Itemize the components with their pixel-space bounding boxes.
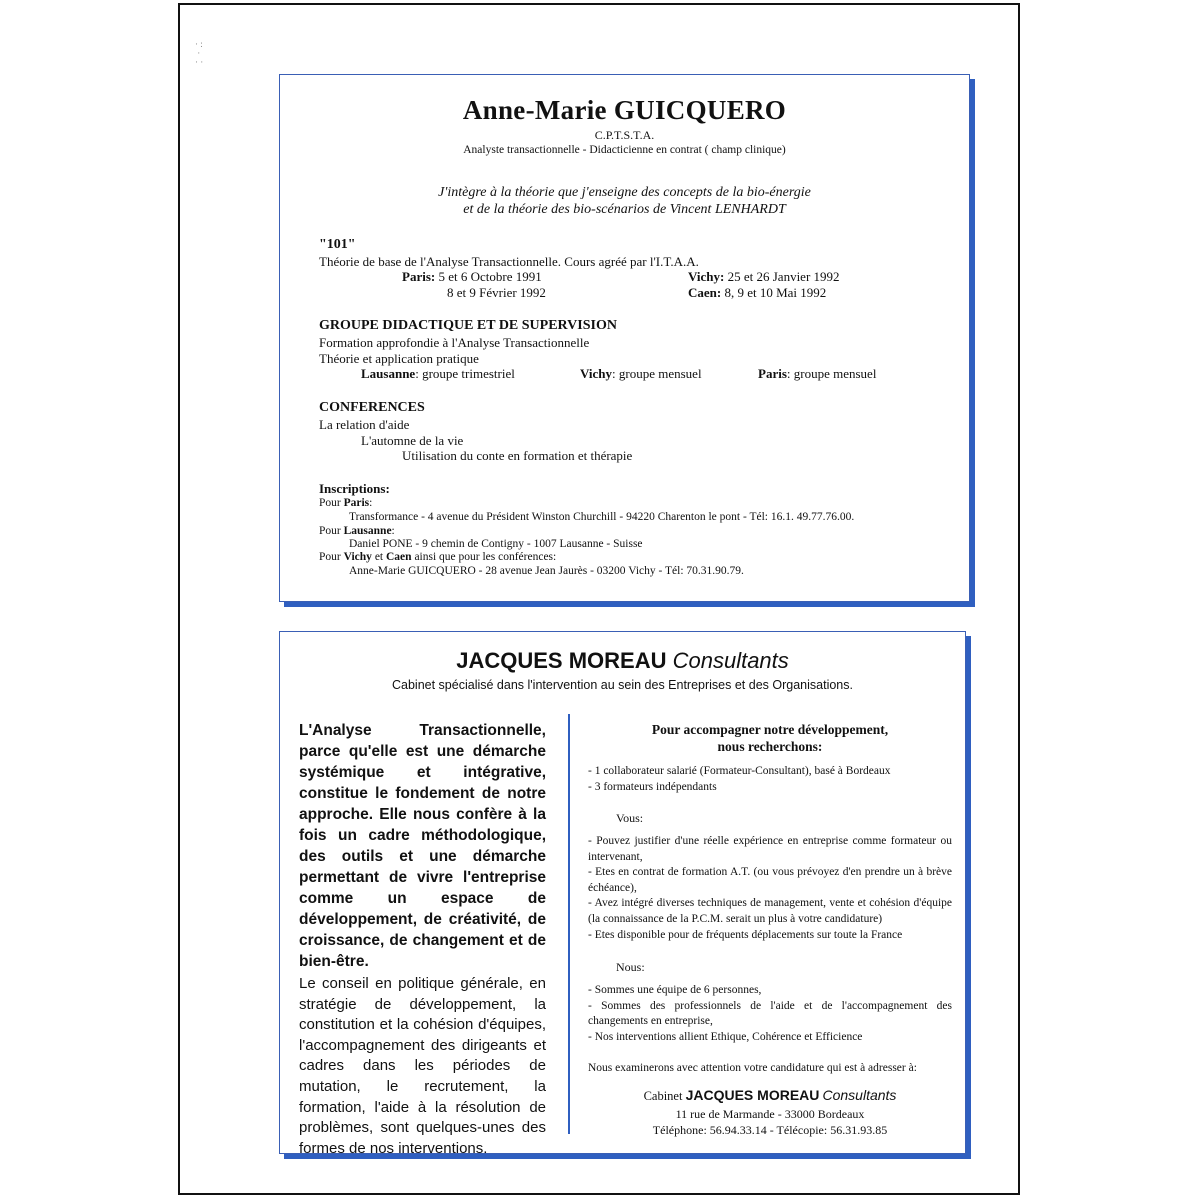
recruit-heading bbox=[580, 721, 960, 755]
groupe-lausanne bbox=[361, 366, 515, 382]
vous-item-2: - Etes en contrat de formation A.T. (ou vous prévoyez d'en prendre un à brève échéance), bbox=[588, 866, 952, 894]
vichy-label: Vichy bbox=[343, 551, 372, 563]
seek-item-2: - 3 formateurs indépendants bbox=[588, 780, 717, 793]
inscription-lausanne-addr: Daniel PONE - 9 chemin de Contigny - 1007 Lausanne - Suisse bbox=[349, 538, 643, 550]
pour-text: Pour bbox=[319, 497, 341, 509]
vous-item-1: - Pouvez justifier d'une réelle expérience en entreprise comme formateur ou intervenant, bbox=[588, 835, 952, 863]
conference-item-2: L'automne de la vie bbox=[361, 433, 464, 448]
seek-list bbox=[588, 764, 952, 795]
contact-brand-suffix: Consultants bbox=[822, 1087, 897, 1103]
intro-text bbox=[280, 184, 969, 218]
contact-phone: Téléphone: 56.94.33.14 - Télécopie: 56.31.93.85 bbox=[652, 1123, 888, 1137]
vichy-caen-rest: ainsi que pour les conférences: bbox=[414, 551, 557, 563]
contact-name bbox=[580, 1087, 960, 1104]
inscriptions-title: Inscriptions: bbox=[319, 481, 390, 496]
tagline: Cabinet spécialisé dans l'intervention au sein des Entreprises et des Organisations. bbox=[392, 678, 853, 692]
et-text: et bbox=[374, 551, 384, 563]
nous-title: Nous: bbox=[616, 960, 645, 974]
paris-label: Paris: bbox=[402, 269, 436, 284]
course-101-paris bbox=[402, 269, 542, 285]
lausanne-text: : groupe trimestriel bbox=[415, 366, 515, 381]
pour-text: Pour bbox=[319, 525, 341, 537]
recruit-heading-line-2: nous recherchons: bbox=[717, 739, 823, 754]
intro-line-2: et de la théorie des bio-scénarios de Vincent LENHARDT bbox=[463, 202, 786, 217]
nous-item-2: - Sommes des professionnels de l'aide et de l'accompagnement des changements en entreprise, bbox=[588, 999, 952, 1028]
inscription-vichy-label bbox=[319, 551, 556, 563]
course-101-title: "101" bbox=[319, 237, 356, 252]
paris-date-1: 5 et 6 Octobre 1991 bbox=[438, 269, 542, 284]
intro-line-1: J'intègre à la théorie que j'enseigne des concepts de la bio-énergie bbox=[438, 185, 811, 200]
groupe-paris bbox=[758, 366, 876, 382]
paris-label: Paris bbox=[343, 497, 370, 509]
recruit-heading-line-1: Pour accompagner notre développement, bbox=[651, 722, 889, 737]
paris-date-2: 8 et 9 Février 1992 bbox=[447, 285, 546, 300]
vichy-text: : groupe mensuel bbox=[612, 366, 702, 381]
contact-brand-name: JACQUES MOREAU bbox=[685, 1087, 820, 1103]
conference-item-1: La relation d'aide bbox=[319, 417, 410, 432]
ad-guicquero bbox=[279, 74, 970, 602]
vous-item-4: - Etes disponible pour de fréquents déplacements sur toute la France bbox=[588, 928, 903, 941]
vichy-label: Vichy: bbox=[688, 269, 725, 284]
course-101-caen bbox=[688, 285, 826, 301]
cabinet-word: Cabinet bbox=[643, 1089, 683, 1103]
brand-name: JACQUES MOREAU bbox=[456, 648, 667, 673]
course-101-desc: Théorie de base de l'Analyse Transactionnelle. Cours agréé par l'I.T.A.A. bbox=[319, 254, 699, 269]
groupe-line-1: Formation approfondie à l'Analyse Transactionnelle bbox=[319, 335, 590, 350]
column-divider bbox=[568, 714, 570, 1134]
lausanne-label: Lausanne bbox=[361, 366, 416, 381]
paris-label: Paris bbox=[758, 366, 787, 381]
seek-item-1: - 1 collaborateur salarié (Formateur-Consultant), basé à Bordeaux bbox=[588, 765, 891, 777]
lausanne-label: Lausanne bbox=[343, 525, 392, 537]
scan-artifact: · : · · · bbox=[195, 39, 204, 67]
conference-item-3: Utilisation du conte en formation et thérapie bbox=[402, 448, 633, 463]
nous-item-1: - Sommes une équipe de 6 personnes, bbox=[588, 984, 762, 996]
inscription-vichy-addr: Anne-Marie GUICQUERO - 28 avenue Jean Jaurès - 03200 Vichy - Tél: 70.31.90.79. bbox=[349, 565, 744, 577]
role-line: Analyste transactionnelle - Didacticienne en contrat ( champ clinique) bbox=[463, 144, 786, 156]
groupe-vichy bbox=[580, 366, 702, 382]
vous-list bbox=[588, 834, 952, 943]
colon: : bbox=[391, 525, 395, 537]
inscription-lausanne-label bbox=[319, 525, 395, 537]
colon: : bbox=[369, 497, 373, 509]
pour-text: Pour bbox=[319, 551, 341, 563]
vous-item-3: - Avez intégré diverses techniques de management, vente et cohésion d'équipe (la connaissance de la P.C.M. serait un plus à votre candidature) bbox=[588, 897, 952, 925]
credential: C.P.T.S.T.A. bbox=[594, 128, 655, 142]
nous-item-3: - Nos interventions allient Ethique, Cohérence et Efficience bbox=[588, 1030, 863, 1043]
nous-list bbox=[588, 983, 952, 1045]
ad-jacques-moreau bbox=[279, 631, 966, 1157]
vichy-label: Vichy bbox=[580, 366, 613, 381]
conferences-title: CONFERENCES bbox=[319, 400, 425, 415]
left-paragraph-1: L'Analyse Transactionnelle, parce qu'elle est une démarche systémique et intégrative, constitue le fondement de notre approche. Elle nous confère à la fois un cadre méthodologique, des outils et une démarche permettant de vivre l'entreprise comme un espace de développement, de créativité, de croissance, de changement et de bien-être. bbox=[299, 722, 546, 970]
vichy-date: 25 et 26 Janvier 1992 bbox=[727, 269, 840, 284]
paris-text: : groupe mensuel bbox=[786, 366, 877, 381]
caen-date: 8, 9 et 10 Mai 1992 bbox=[724, 285, 827, 300]
caen-label: Caen bbox=[386, 551, 412, 563]
brand-suffix: Consultants bbox=[672, 648, 789, 673]
vous-title: Vous: bbox=[616, 811, 644, 825]
left-paragraph-2: Le conseil en politique générale, en stratégie de développement, la constitution et la cohésion d'équipes, l'accompagnement des dirigeants et cadres dans les périodes de mutation, le recrutement, la formation, l'aide à la résolution de problèmes, sont quelques-unes des formes de nos interventions. bbox=[299, 975, 546, 1157]
contact-street: 11 rue de Marmande - 33000 Bordeaux bbox=[675, 1107, 865, 1121]
course-101-vichy bbox=[688, 269, 840, 285]
inscription-paris-addr: Transformance - 4 avenue du Président Winston Churchill - 94220 Charenton le pont - Tél: 16.1. 49.77.76.00. bbox=[349, 511, 855, 523]
caen-label: Caen: bbox=[688, 285, 722, 300]
groupe-title: GROUPE DIDACTIQUE ET DE SUPERVISION bbox=[319, 318, 617, 333]
inscription-paris-label bbox=[319, 497, 372, 509]
groupe-line-2: Théorie et application pratique bbox=[319, 351, 479, 366]
brand-title bbox=[280, 648, 965, 674]
apply-text: Nous examinerons avec attention votre candidature qui est à adresser à: bbox=[588, 1062, 917, 1074]
person-name: Anne-Marie GUICQUERO bbox=[462, 95, 787, 125]
